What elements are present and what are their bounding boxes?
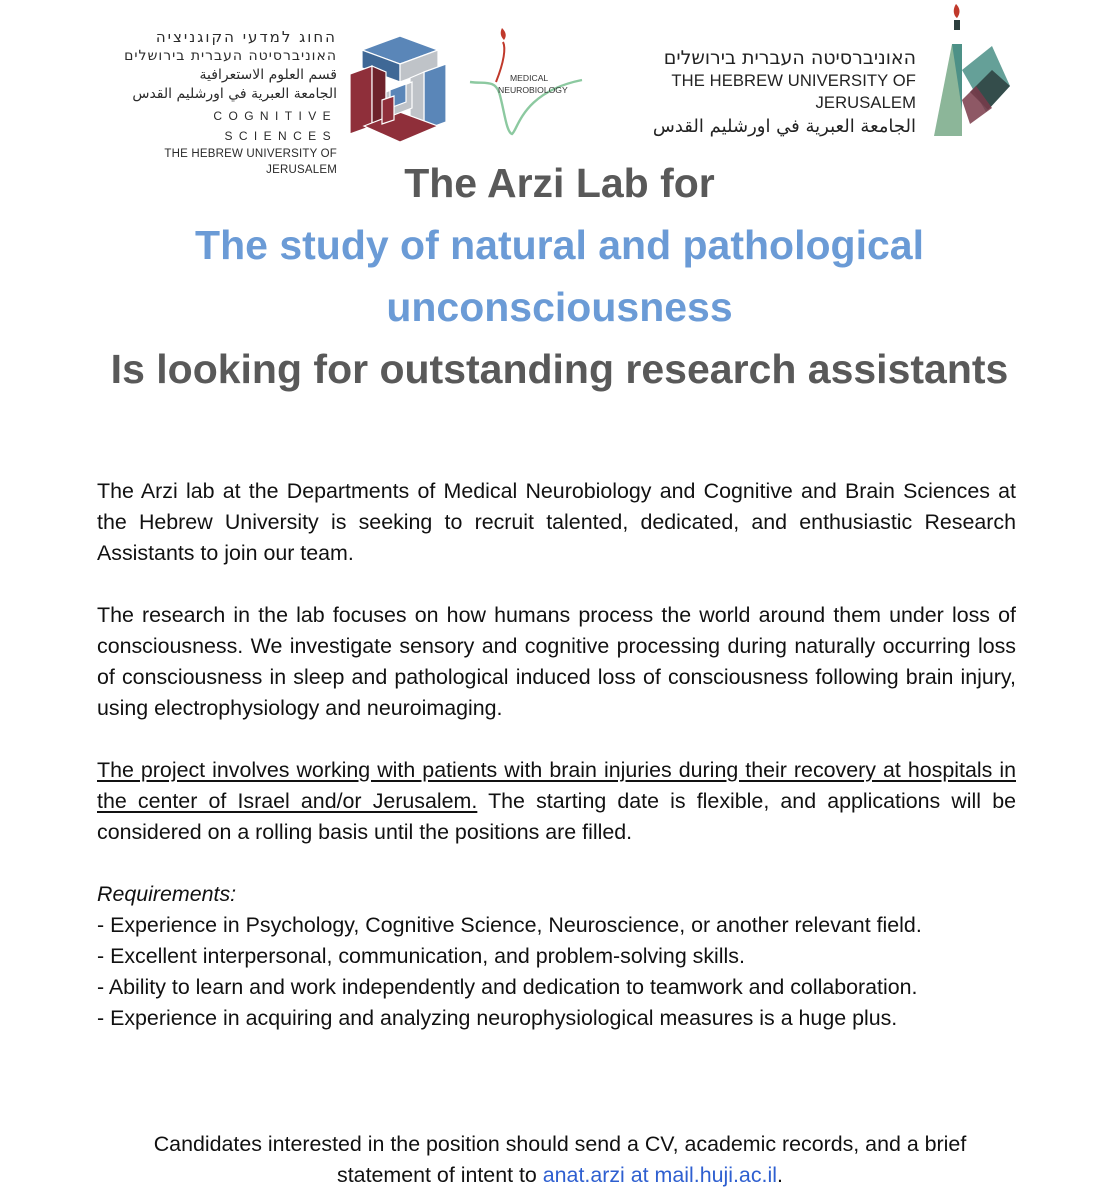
contact-email-link[interactable]: anat.arzi at mail.huji.ac.il [542, 1163, 777, 1187]
title-line3: unconsciousness [386, 284, 733, 330]
huji-english-name: THE HEBREW UNIVERSITY OF JERUSALEM [671, 71, 916, 112]
cogsci-arabic-line2: الجامعة العبرية في اورشليم القدس [132, 86, 337, 102]
cogsci-hebrew-line2: האוניברסיטה העברית בירושלים [124, 48, 337, 64]
project-underlined-text: The project involves working with patients with brain injuries during their recovery at hospitals in the center of Israel and/or Jerusalem. [97, 758, 1016, 813]
footer-line1: Candidates interested in the position should send a CV, academic records, and a brief [153, 1132, 967, 1156]
medical-neurobiology-logo-icon [466, 22, 584, 140]
page-title [0, 152, 1119, 400]
title-line1: The Arzi Lab for [404, 160, 715, 206]
requirements-heading: Requirements: [97, 882, 237, 906]
paragraph-research: The research in the lab focuses on how humans process the world around them under loss of consciousness. We investigate sensory and cognitive processing during naturally occurring loss of consciousness in sleep and pathological induced loss of consciousness following brain injury, using electrophysiology and neuroimaging. [97, 603, 1016, 720]
hebrew-university-logo-text [590, 46, 916, 140]
body-content [97, 476, 1016, 1034]
requirement-item: - Experience in Psychology, Cognitive Science, Neuroscience, or another relevant field. [97, 913, 922, 937]
contact-footer [60, 1129, 1060, 1191]
hebrew-university-emblem-icon [926, 0, 1016, 140]
requirement-item: - Experience in acquiring and analyzing neurophysiological measures is a huge plus. [97, 1006, 898, 1030]
footer-line2 [60, 1160, 1060, 1191]
medneuro-line2: NEUROBIOLOGY [498, 85, 568, 95]
title-line4: Is looking for outstanding research assistants [110, 346, 1009, 392]
cogsci-arabic-line1: قسم العلوم الاستعرافية [199, 67, 337, 83]
cogsci-english-line2: THE HEBREW UNIVERSITY OF JERUSALEM [164, 148, 337, 176]
footer-line2-prefix: statement of intent to [337, 1163, 543, 1187]
title-line2: The study of natural and pathological [195, 222, 924, 268]
medneuro-line1: MEDICAL [510, 73, 549, 83]
cogsci-english-line1: COGNITIVE SCIENCES [213, 109, 337, 143]
paragraph-project [97, 755, 1016, 848]
logo-strip [0, 0, 1119, 176]
project-rest-text: The starting date is flexible, and applications will be considered on a rolling basis until the positions are filled. [97, 789, 1016, 844]
cognitive-sciences-cube-icon [342, 30, 454, 148]
footer-line2-suffix: . [776, 1163, 783, 1187]
cogsci-hebrew-line1: החוג למדעי הקוגניציה [155, 28, 337, 46]
paragraph-intro: The Arzi lab at the Departments of Medical Neurobiology and Cognitive and Brain Sciences at the Hebrew University is seeking to recruit talented, dedicated, and enthusiastic Research Assistants to join our team. [97, 479, 1016, 565]
requirement-item: - Excellent interpersonal, communication, and problem-solving skills. [97, 944, 745, 968]
huji-arabic-name: الجامعة العبرية في اورشليم القدس [652, 116, 916, 137]
huji-hebrew-name: האוניברסיטה העברית בירושלים [663, 47, 916, 69]
requirement-item: - Ability to learn and work independently and dedication to teamwork and collaboration. [97, 975, 918, 999]
requirements-list [97, 910, 1016, 1034]
